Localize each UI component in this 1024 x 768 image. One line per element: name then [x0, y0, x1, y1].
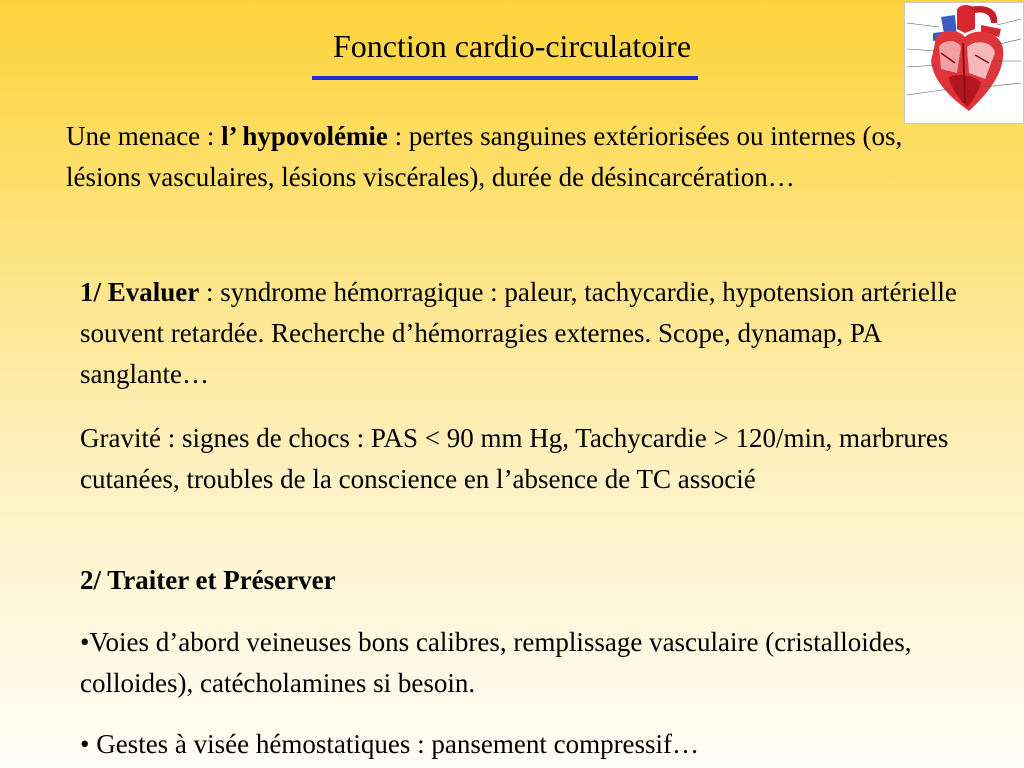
intro-rest: : pertes sanguines extériorisées ou internes (os, lésions vasculaires, lésions viscérales), durée de désincarcération… [66, 121, 903, 192]
intro-paragraph [66, 116, 966, 198]
slide-title: Fonction cardio-circulatoire [332, 28, 692, 64]
heart-diagram-icon [905, 3, 1023, 123]
evaluate-heading: 1/ Evaluer [80, 277, 200, 307]
treat-heading [80, 560, 970, 601]
gravity-paragraph: Gravité : signes de chocs : PAS < 90 mm Hg, Tachycardie > 120/min, marbrures cutanées, troubles de la conscience en l’absence de TC associé [80, 423, 949, 494]
evaluate-paragraph [80, 272, 970, 395]
treat-bullet-1: •Voies d’abord veineuses bons calibres, remplissage vasculaire (cristalloides, colloides), catécholamines si besoin. [80, 627, 912, 698]
evaluate-text: : syndrome hémorragique : paleur, tachycardie, hypotension artérielle souvent retardée. Recherche d’hémorragies externes. Scope, dynamap, PA sanglante… [80, 277, 957, 389]
intro-hypovolemia: l’ hypovolémie [221, 121, 388, 151]
treat-bullet-2: • Gestes à visée hémostatiques : pansement compressif… [80, 729, 700, 759]
heart-anatomy-image [904, 2, 1024, 124]
title-underline [312, 76, 698, 80]
treat-heading-text: 2/ Traiter et Préserver [80, 565, 336, 595]
intro-lead: Une menace : [66, 121, 222, 151]
